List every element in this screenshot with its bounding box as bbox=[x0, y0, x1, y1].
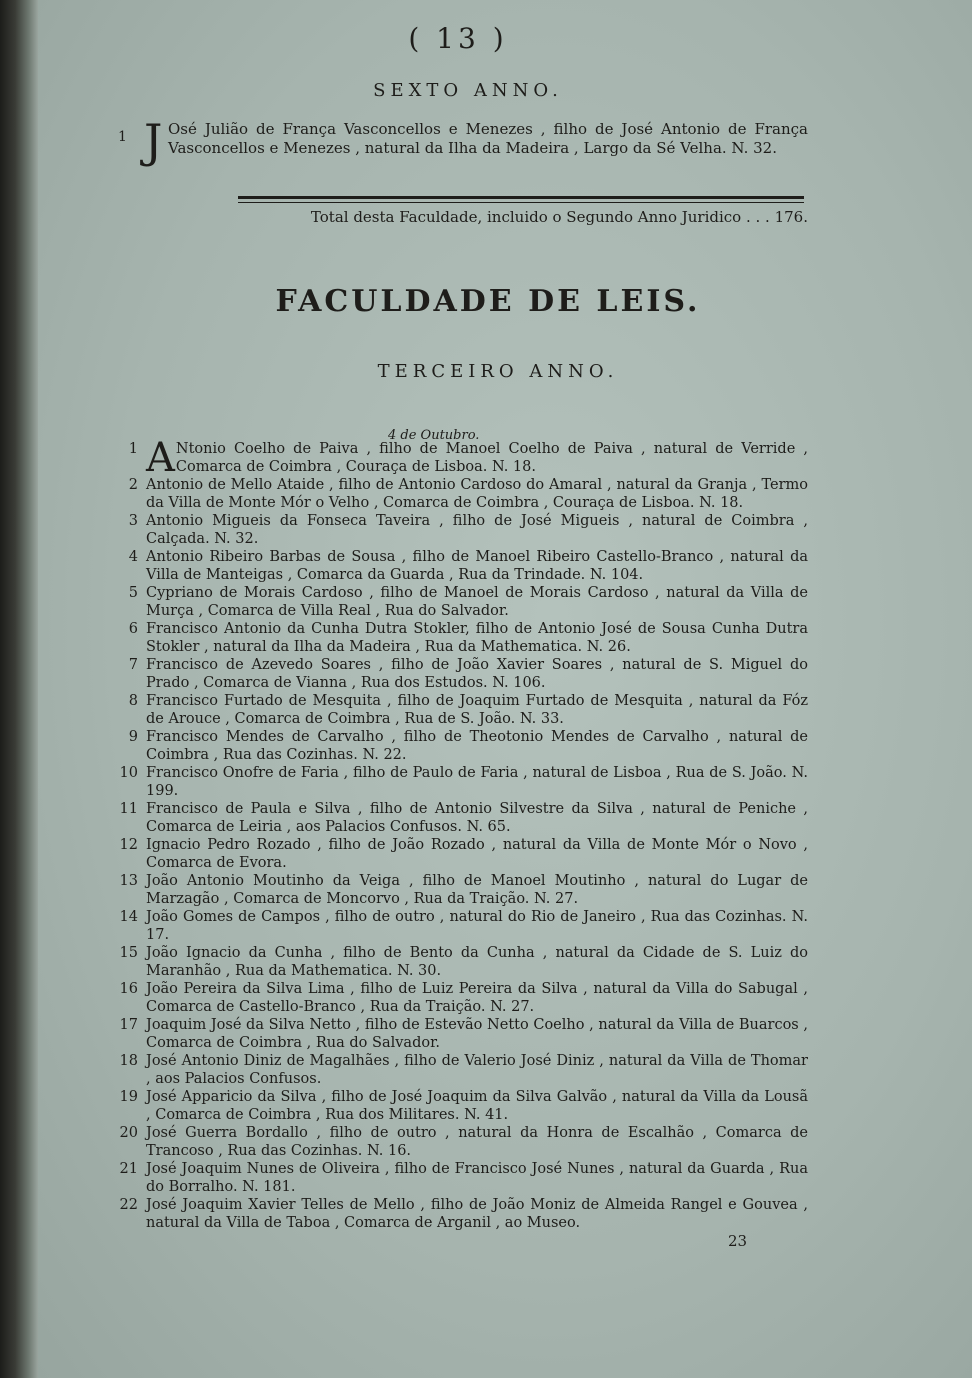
list-item bbox=[98, 1196, 808, 1232]
sexto-entry bbox=[118, 114, 808, 168]
list-item bbox=[98, 656, 808, 692]
entry-text: Antonio Migueis da Fonseca Taveira , filho de José Migueis , natural de Coimbra , Calçada. N. 32. bbox=[146, 513, 808, 547]
entry-number: 6 bbox=[128, 621, 138, 637]
entry-text: José Joaquim Xavier Telles de Mello , filho de João Moniz de Almeida Rangel e Gouvea , natural da Villa de Taboa , Comarca de Arganil , ao Museo. bbox=[146, 1197, 808, 1231]
entry-number: 14 bbox=[119, 909, 138, 925]
entry-text: Cypriano de Morais Cardoso , filho de Manoel de Morais Cardoso , natural da Villa de Murça , Comarca de Villa Real , Rua do Salvador. bbox=[146, 585, 808, 619]
drop-cap: A bbox=[146, 435, 175, 481]
entry-number: 18 bbox=[119, 1053, 138, 1069]
entry-text: Francisco Antonio da Cunha Dutra Stokler, filho de Antonio José de Sousa Cunha Dutra Stokler , natural da Ilha da Madeira , Rua da Mathematica. N. 26. bbox=[146, 621, 808, 655]
entry-number: 16 bbox=[119, 981, 138, 997]
faculty-title: FACULDADE DE LEIS. bbox=[275, 284, 701, 319]
entry-number: 15 bbox=[119, 945, 138, 961]
sexto-anno-heading: SEXTO ANNO. bbox=[373, 80, 563, 101]
list-item bbox=[98, 728, 808, 764]
list-item bbox=[98, 476, 808, 512]
date-line: 4 de Outubro. bbox=[388, 428, 480, 443]
entry-text: João Pereira da Silva Lima , filho de Luiz Pereira da Silva , natural da Villa do Sabugal , Comarca de Castello-Branco , Rua da Traição. N. 27. bbox=[146, 981, 808, 1015]
entry-number: 1 bbox=[128, 441, 138, 457]
entry-text: José Joaquim Nunes de Oliveira , filho de Francisco José Nunes , natural da Guarda , Rua do Borralho. N. 181. bbox=[146, 1161, 808, 1195]
entry-number: 2 bbox=[128, 477, 138, 493]
entry-text: Joaquim José da Silva Netto , filho de Estevão Netto Coelho , natural da Villa de Buarcos , Comarca de Coimbra , Rua do Salvador. bbox=[146, 1017, 808, 1051]
entry-number: 17 bbox=[119, 1017, 138, 1033]
drop-cap: J bbox=[144, 114, 163, 168]
entry-number: 8 bbox=[128, 693, 138, 709]
list-item bbox=[98, 800, 808, 836]
list-item bbox=[98, 1088, 808, 1124]
list-item bbox=[98, 980, 808, 1016]
list-item bbox=[98, 872, 808, 908]
list-item bbox=[98, 1124, 808, 1160]
list-item bbox=[98, 764, 808, 800]
entry-number: 20 bbox=[119, 1125, 138, 1141]
entry-number: 22 bbox=[119, 1197, 138, 1213]
double-rule-thin bbox=[238, 202, 804, 203]
list-item bbox=[98, 584, 808, 620]
entry-text: Francisco Onofre de Faria , filho de Paulo de Faria , natural de Lisboa , Rua de S. João. N. 199. bbox=[146, 765, 808, 799]
entry-number: 5 bbox=[128, 585, 138, 601]
entry-number: 3 bbox=[128, 513, 138, 529]
entry-number: 12 bbox=[119, 837, 138, 853]
entry-text: João Gomes de Campos , filho de outro , natural do Rio de Janeiro , Rua das Cozinhas. N. 17. bbox=[146, 909, 808, 943]
list-item bbox=[98, 836, 808, 872]
faculty-total-line: Total desta Faculdade, incluido o Segundo Anno Juridico . . . 176. bbox=[310, 208, 808, 226]
terceiro-anno-heading: TERCEIRO ANNO. bbox=[377, 361, 619, 382]
entry-text: Francisco Furtado de Mesquita , filho de Joaquim Furtado de Mesquita , natural da Fóz de Arouce , Comarca de Coimbra , Rua de S. João. N. 33. bbox=[146, 693, 808, 727]
list-item bbox=[98, 944, 808, 980]
list-item bbox=[98, 1016, 808, 1052]
entry-text: José Antonio Diniz de Magalhães , filho de Valerio José Diniz , natural da Villa de Thomar , aos Palacios Confusos. bbox=[146, 1053, 808, 1087]
entry-number: 9 bbox=[128, 729, 138, 745]
entry-text: João Antonio Moutinho da Veiga , filho de Manoel Moutinho , natural do Lugar de Marzagão , Comarca de Moncorvo , Rua da Traição. N. 27. bbox=[146, 873, 808, 907]
entry-number: 7 bbox=[128, 657, 138, 673]
list-item bbox=[98, 1160, 808, 1196]
entry-number: 19 bbox=[119, 1089, 138, 1105]
catchword: 23 bbox=[728, 1232, 748, 1250]
list-item bbox=[98, 908, 808, 944]
entry-text: Antonio Ribeiro Barbas de Sousa , filho de Manoel Ribeiro Castello-Branco , natural da Villa de Manteigas , Comarca da Guarda , Rua da Trindade. N. 104. bbox=[146, 549, 808, 583]
entry-text: Francisco de Azevedo Soares , filho de João Xavier Soares , natural de S. Miguel do Prado , Comarca de Vianna , Rua dos Estudos. N. 106. bbox=[146, 657, 808, 691]
entry-text: José Guerra Bordallo , filho de outro , natural da Honra de Escalhão , Comarca de Trancoso , Rua das Cozinhas. N. 16. bbox=[146, 1125, 808, 1159]
entry-number: 21 bbox=[119, 1161, 138, 1177]
entry-text: José Apparicio da Silva , filho de José Joaquim da Silva Galvão , natural da Villa da Lousã , Comarca de Coimbra , Rua dos Militares. N. 41. bbox=[146, 1089, 808, 1123]
list-item bbox=[98, 620, 808, 656]
list-item bbox=[98, 1052, 808, 1088]
entry-text: Francisco de Paula e Silva , filho de Antonio Silvestre da Silva , natural de Peniche , Comarca de Leiria , aos Palacios Confusos. N. 65. bbox=[146, 801, 808, 835]
double-rule-thick bbox=[238, 196, 804, 199]
entry-number: 10 bbox=[119, 765, 138, 781]
book-spine bbox=[0, 0, 38, 1378]
entry-text: Ignacio Pedro Rozado , filho de João Rozado , natural da Villa de Monte Mór o Novo , Comarca de Evora. bbox=[146, 837, 808, 871]
list-item bbox=[98, 692, 808, 728]
document-page bbox=[38, 0, 972, 1378]
entry-number: 1 bbox=[118, 129, 127, 145]
entry-text: Antonio de Mello Ataide , filho de Antonio Cardoso do Amaral , natural da Granja , Termo da Villa de Monte Mór o Velho , Comarca de Coimbra , Couraça de Lisboa. N. 18. bbox=[146, 477, 808, 511]
list-item bbox=[98, 512, 808, 548]
entry-text: João Ignacio da Cunha , filho de Bento da Cunha , natural da Cidade de S. Luiz do Maranhão , Rua da Mathematica. N. 30. bbox=[146, 945, 808, 979]
entry-text: Osé Julião de França Vasconcellos e Menezes , filho de José Antonio de França Vasconcellos e Menezes , natural da Ilha da Madeira , Largo da Sé Velha. N. 32. bbox=[168, 120, 808, 157]
page-number: ( 13 ) bbox=[408, 22, 508, 55]
entry-number: 11 bbox=[119, 801, 138, 817]
entry-number: 13 bbox=[119, 873, 138, 889]
entry-text: A Ntonio Coelho de Paiva , filho de Manoel Coelho de Paiva , natural de Verride , Comarca de Coimbra , Couraça de Lisboa. N. 18. bbox=[146, 435, 808, 481]
entry-number: 4 bbox=[128, 549, 138, 565]
entry-text: Francisco Mendes de Carvalho , filho de Theotonio Mendes de Carvalho , natural de Coimbra , Rua das Cozinhas. N. 22. bbox=[146, 729, 808, 763]
list-item bbox=[98, 548, 808, 584]
